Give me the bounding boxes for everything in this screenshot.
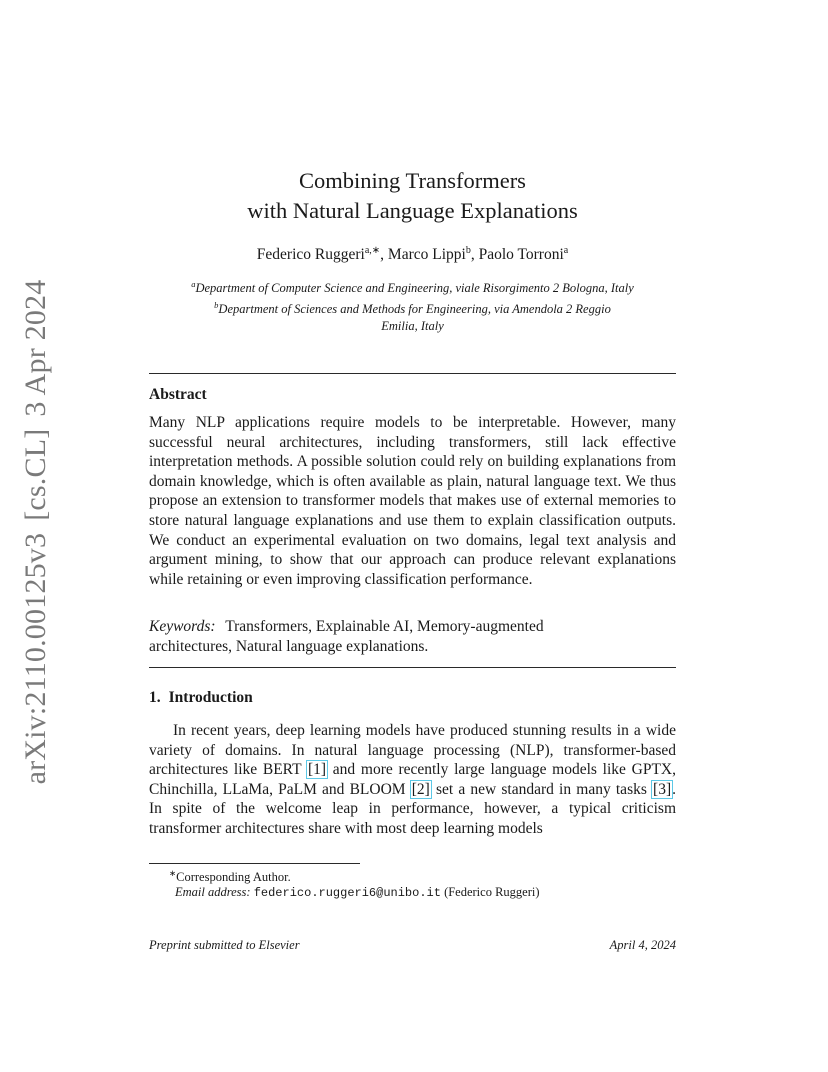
footer-date: April 4, 2024 bbox=[609, 938, 676, 952]
arxiv-category: [cs.CL] bbox=[19, 428, 52, 521]
abstract-bottom-rule bbox=[149, 667, 676, 668]
abstract-top-rule bbox=[149, 373, 676, 374]
keywords-line-1: Transformers, Explainable AI, Memory-augmented bbox=[225, 618, 544, 635]
author-affiliation-mark: a,∗ bbox=[364, 245, 381, 256]
arxiv-id[interactable]: arXiv:2110.00125v3 bbox=[19, 532, 52, 785]
email-label: Email address: bbox=[175, 885, 251, 899]
author-name: Federico Ruggeri bbox=[256, 246, 365, 264]
keywords bbox=[149, 617, 676, 657]
email-owner: (Federico Ruggeri) bbox=[444, 885, 540, 899]
paper-title bbox=[149, 166, 676, 226]
email-address[interactable]: federico.ruggeri6@unibo.it bbox=[253, 886, 441, 900]
title-line-1: Combining Transformers bbox=[299, 168, 526, 193]
section-heading bbox=[149, 689, 253, 707]
section-number: 1. bbox=[149, 689, 161, 706]
arxiv-stamp bbox=[0, 0, 78, 1072]
affiliations bbox=[149, 276, 676, 335]
keywords-line-2: architectures, Natural language explanations. bbox=[149, 638, 429, 655]
footnote-mark: ∗ bbox=[169, 868, 177, 878]
citation-link[interactable]: [2] bbox=[411, 780, 430, 798]
footer-preprint: Preprint submitted to Elsevier bbox=[149, 938, 300, 952]
footnote-rule bbox=[149, 863, 360, 864]
intro-paragraph: In recent years, deep learning models have produced stunning results in a wide variety of domains. In natural language processing (NLP), transformer-based architectures like BERT [1] and more recently large language models like GPTX, Chinchilla, LLaMa, PaLM and BLOOM [2] set a new standard in many tasks [3]. In spite of the welcome leap in performance, however, a typical criticism transformer architectures share with most deep learning models bbox=[149, 722, 676, 837]
citation-link[interactable]: [1] bbox=[307, 761, 327, 779]
section-title: Introduction bbox=[168, 689, 253, 706]
author-name: Paolo Torroni bbox=[478, 246, 564, 264]
arxiv-date: 3 Apr 2024 bbox=[19, 279, 52, 417]
affiliation-b-cont: Emilia, Italy bbox=[381, 319, 444, 334]
abstract-heading: Abstract bbox=[149, 386, 207, 403]
keywords-label: Keywords: bbox=[149, 618, 216, 635]
author-affiliation-mark: b bbox=[465, 245, 471, 256]
citation-link[interactable]: [3] bbox=[653, 780, 672, 798]
author-affiliation-mark: a bbox=[563, 245, 569, 256]
abstract-body: Many NLP applications require models to be interpretable. However, many successful neural architectures, including transformers, still lack effective interpretation methods. A possible solution could rely on building explanations from domain knowledge, which is often available as plain, natural language text. We thus propose an extension to transformer models that makes use of external memories to store natural language explanations and use them to explain classification outputs. We conduct an experimental evaluation on two domains, legal text analysis and argument mining, to show that our approach can produce relevant explanations while retaining or even improving classification performance. bbox=[149, 414, 676, 588]
affiliation-b: $^b$Department of Sciences and Methods for Engineering, via Amendola 2 Reggio bbox=[214, 300, 611, 317]
author-name: Marco Lippi bbox=[387, 246, 466, 264]
title-line-2: with Natural Language Explanations bbox=[247, 198, 578, 223]
affiliation-a: $^a$Department of Computer Science and Engineering, viale Risorgimento 2 Bologna, Italy bbox=[191, 279, 634, 296]
footnote-corresponding: ∗Corresponding Author. bbox=[169, 868, 291, 885]
footnote-email bbox=[175, 885, 540, 900]
author-list: Federico Ruggeri$^{a,∗}$, Marco Lippi$^b$, Paolo Torroni$^a$ bbox=[256, 245, 569, 264]
